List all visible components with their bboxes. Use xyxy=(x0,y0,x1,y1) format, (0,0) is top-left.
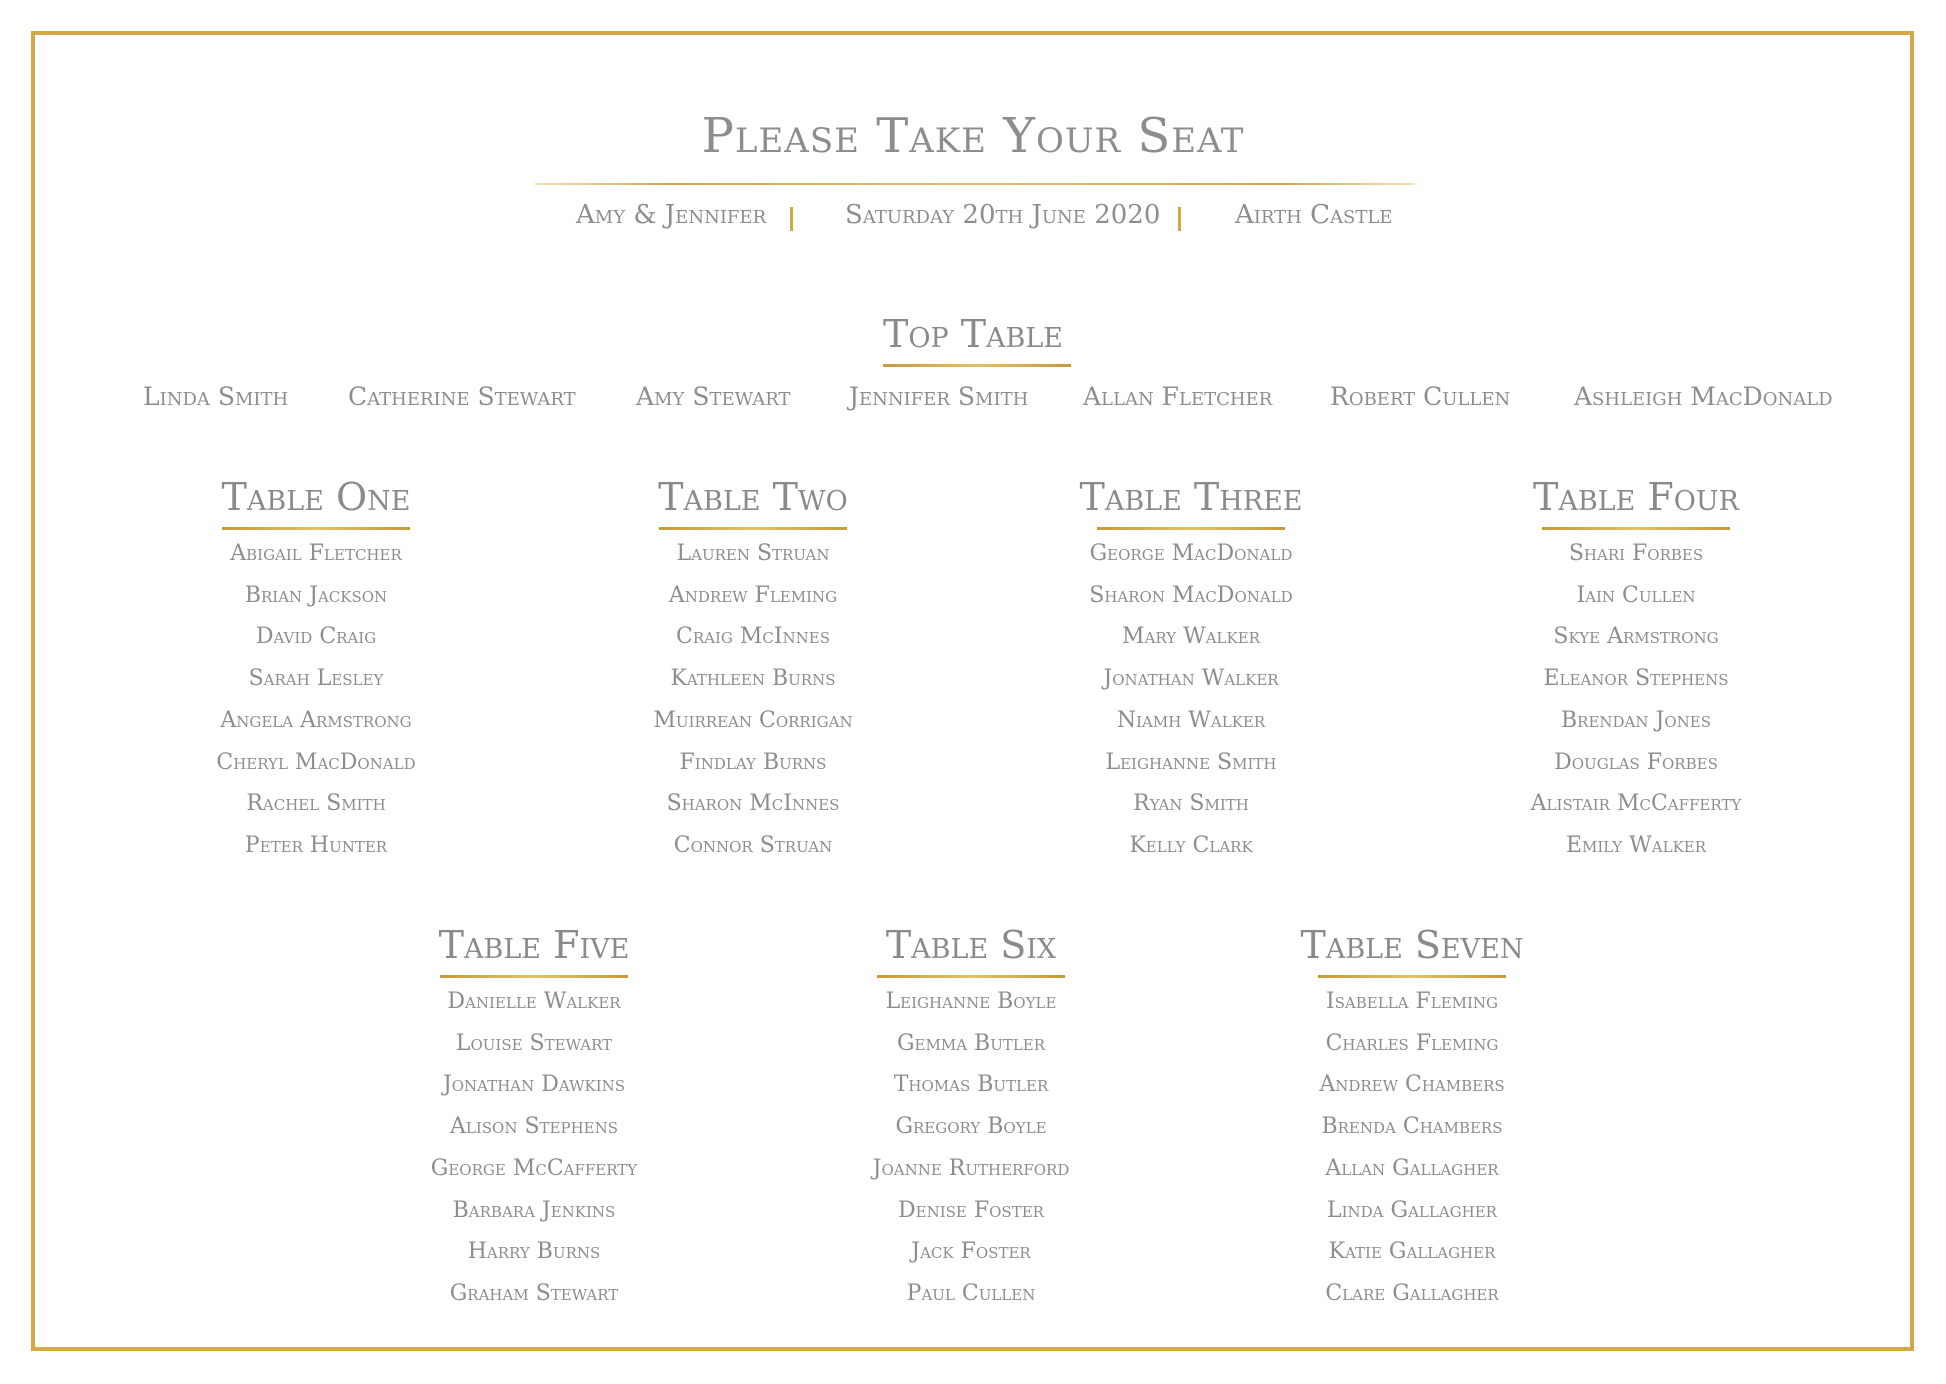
guest-name: Kelly Clark xyxy=(1129,832,1253,858)
top-table-guest: Linda Smith xyxy=(143,382,289,411)
table-five-underline xyxy=(440,975,628,978)
guest-name: Andrew Chambers xyxy=(1319,1072,1505,1098)
guest-name: Sharon MacDonald xyxy=(1089,582,1293,608)
guest-name: Findlay Burns xyxy=(679,749,827,775)
table-five-guest-list xyxy=(384,989,684,1306)
table-six-underline xyxy=(877,975,1065,978)
guest-name: Rachel Smith xyxy=(246,791,386,817)
guest-name: Gregory Boyle xyxy=(895,1114,1047,1140)
guest-name: Muirrean Corrigan xyxy=(653,707,853,733)
table-three-guest-list xyxy=(1041,541,1341,858)
guest-name: Allan Gallagher xyxy=(1325,1155,1499,1181)
guest-name: Skye Armstrong xyxy=(1553,624,1719,650)
guest-name: Louise Stewart xyxy=(455,1030,613,1056)
guest-name: Harry Burns xyxy=(467,1239,601,1265)
table-one-guest-list xyxy=(166,541,466,858)
guest-name: Denise Foster xyxy=(898,1197,1044,1223)
guest-name: Eleanor Stephens xyxy=(1543,666,1729,692)
guest-name: Brendan Jones xyxy=(1561,707,1711,733)
guest-name: Alison Stephens xyxy=(449,1114,618,1140)
top-table-heading: Top Table xyxy=(882,312,1064,356)
guest-name: Alistair McCafferty xyxy=(1530,791,1742,817)
subtitle-separator xyxy=(790,207,793,231)
guest-name: Abigail Fletcher xyxy=(230,541,402,566)
venue-name: Airth Castle xyxy=(1235,200,1393,230)
guest-name: Lauren Struan xyxy=(676,541,830,566)
top-table-guest: Robert Cullen xyxy=(1330,382,1511,411)
table-four-heading: Table Four xyxy=(1533,475,1739,519)
wedding-date: Saturday 20th June 2020 xyxy=(845,200,1161,230)
guest-name: Sharon McInnes xyxy=(666,791,840,817)
guest-name: Gemma Butler xyxy=(896,1030,1046,1056)
table-one-underline xyxy=(222,527,410,530)
title-divider xyxy=(535,183,1415,185)
guest-name: Isabella Fleming xyxy=(1325,989,1499,1014)
couple-names: Amy & Jennifer xyxy=(576,200,767,230)
guest-name: Craig McInnes xyxy=(675,624,831,650)
guest-name: Mary Walker xyxy=(1122,624,1260,650)
top-table-guest: Jennifer Smith xyxy=(849,382,1029,411)
table-one-heading: Table One xyxy=(221,475,411,519)
table-four-guest-list xyxy=(1486,541,1786,858)
guest-name: Barbara Jenkins xyxy=(452,1197,616,1223)
guest-name: Peter Hunter xyxy=(244,832,388,858)
guest-name: Brenda Chambers xyxy=(1321,1114,1503,1140)
top-table-guest: Ashleigh MacDonald xyxy=(1574,382,1833,411)
guest-name: Leighanne Smith xyxy=(1105,749,1277,775)
page-title: Please Take Your Seat xyxy=(701,108,1245,164)
guest-name: George McCafferty xyxy=(430,1155,638,1181)
table-four-underline xyxy=(1542,527,1730,530)
table-six-guest-list xyxy=(821,989,1121,1306)
table-five-heading: Table Five xyxy=(438,923,630,967)
guest-name: Danielle Walker xyxy=(447,989,621,1014)
guest-name: Charles Fleming xyxy=(1325,1030,1499,1056)
table-seven-guest-list xyxy=(1262,989,1562,1306)
guest-name: Paul Cullen xyxy=(906,1280,1036,1306)
table-two-underline xyxy=(659,527,847,530)
table-three-underline xyxy=(1097,527,1285,530)
guest-name: Sarah Lesley xyxy=(248,666,384,692)
guest-name: Clare Gallagher xyxy=(1325,1280,1499,1306)
top-table-guest: Catherine Stewart xyxy=(348,382,576,411)
subtitle-separator xyxy=(1178,207,1181,231)
guest-name: Brian Jackson xyxy=(244,582,388,608)
table-seven-heading: Table Seven xyxy=(1300,923,1524,967)
guest-name: Connor Struan xyxy=(673,832,833,858)
guest-name: Emily Walker xyxy=(1565,832,1707,858)
guest-name: Douglas Forbes xyxy=(1554,749,1718,775)
guest-name: David Craig xyxy=(255,624,377,650)
guest-name: Jonathan Walker xyxy=(1103,666,1279,692)
guest-name: Andrew Fleming xyxy=(668,582,838,608)
guest-name: Linda Gallagher xyxy=(1327,1197,1497,1223)
table-seven-underline xyxy=(1318,975,1506,978)
guest-name: Jonathan Dawkins xyxy=(442,1072,626,1098)
top-table-guest: Amy Stewart xyxy=(636,382,791,411)
guest-name: Graham Stewart xyxy=(449,1280,619,1306)
guest-name: Jack Foster xyxy=(911,1239,1031,1265)
guest-name: Katie Gallagher xyxy=(1328,1239,1496,1265)
top-table-guest: Allan Fletcher xyxy=(1083,382,1273,411)
table-two-guest-list xyxy=(603,541,903,858)
table-six-heading: Table Six xyxy=(885,923,1057,967)
top-table-underline xyxy=(883,364,1071,367)
guest-name: Leighanne Boyle xyxy=(885,989,1057,1014)
table-three-heading: Table Three xyxy=(1079,475,1303,519)
guest-name: Ryan Smith xyxy=(1133,791,1249,817)
guest-name: Thomas Butler xyxy=(893,1072,1049,1098)
guest-name: Kathleen Burns xyxy=(670,666,836,692)
guest-name: Iain Cullen xyxy=(1576,582,1696,608)
table-two-heading: Table Two xyxy=(658,475,848,519)
guest-name: Niamh Walker xyxy=(1116,707,1266,733)
guest-name: Joanne Rutherford xyxy=(872,1155,1070,1181)
guest-name: Angela Armstrong xyxy=(220,707,412,733)
guest-name: Shari Forbes xyxy=(1568,541,1704,566)
guest-name: George MacDonald xyxy=(1089,541,1293,566)
guest-name: Cheryl MacDonald xyxy=(216,749,416,775)
